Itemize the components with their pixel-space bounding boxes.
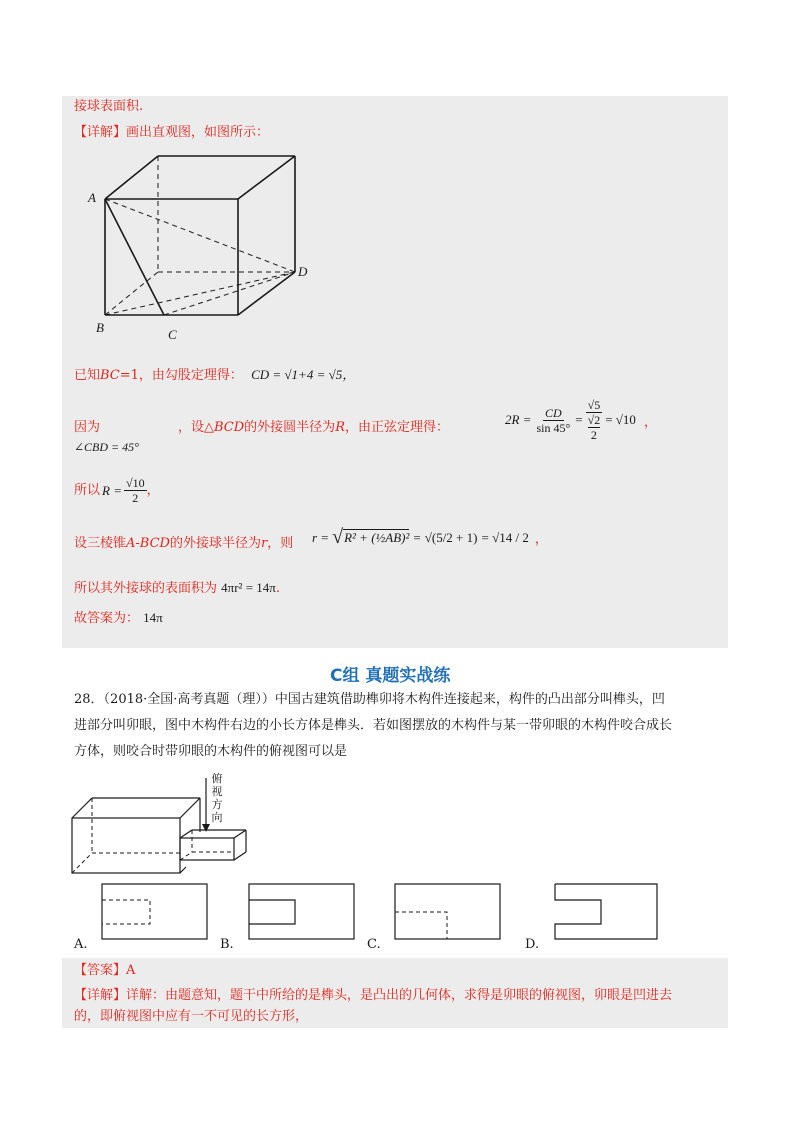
so-r-line (74, 476, 160, 505)
option-b-figure (247, 882, 357, 942)
area-line: 所以其外接球的表面积为 4πr² = 14π. (74, 580, 280, 596)
answer-detail-text1: 详解：由题意知，题干中所给的是榫头，是凸出的几何体，求得是卯眼的俯视图，卯眼是凹进去 (126, 988, 673, 1003)
root10-num: √10 (125, 476, 145, 490)
r-rhs: = √14 / 2 (481, 529, 529, 545)
cd-formula: CD = √1+4 = √5， (251, 367, 356, 382)
answer-tag-line (74, 962, 135, 980)
answer-detail-tag: 【详解】 (74, 988, 127, 1003)
cd-over-sin (534, 406, 572, 435)
because-label: 因为 (74, 420, 101, 435)
area-formula: 4πr² = 14π (221, 580, 276, 595)
comma3: ， (534, 531, 548, 546)
angle-cbd: ∠CBD = 45° (74, 440, 139, 454)
r-formula (312, 526, 548, 549)
answer-line (74, 609, 163, 628)
answer-prefix: 故答案为： (74, 611, 140, 626)
two-den: 2 (590, 428, 597, 442)
answer-value: 14π (143, 610, 163, 625)
answer-value-letter: A (126, 963, 136, 978)
sine-formula (505, 398, 657, 442)
cube-diagram (80, 148, 320, 348)
answer-detail-line1 (74, 987, 672, 1005)
r-mid: = (413, 529, 421, 545)
root2: √2 (587, 413, 601, 427)
circum-text: 的外接圆半径为 (244, 420, 336, 435)
known-prefix: 已知 (74, 368, 101, 383)
option-c-label[interactable]: C. (367, 937, 381, 952)
two-r: 2R = (505, 412, 532, 427)
root10-over-2 (124, 476, 147, 505)
so-r-eq: R = (102, 482, 122, 498)
section-title: C组 真题实战练 (330, 666, 451, 686)
answer-tag: 【答案】 (74, 963, 127, 978)
label-A: A (88, 190, 96, 205)
option-d-figure (553, 882, 663, 942)
root5-over-root2-2 (586, 398, 603, 442)
view-dir-1: 视 (211, 785, 223, 798)
pyramid-mid: 的外接球半径为 (169, 536, 261, 551)
label-D: D (298, 264, 308, 279)
root5-num: √5 (587, 398, 601, 412)
question-line1: 28．（2018·全国·高考真题（理））中国古建筑借助榫卯将木构件连接起来，构件的凸出部分叫榫头，凹 (74, 692, 665, 707)
label-C: C (168, 327, 177, 342)
known-bc: BC (100, 368, 120, 383)
option-a-figure (100, 882, 210, 942)
label-B: B (96, 320, 104, 335)
R-var: R (335, 420, 345, 435)
radical-sign-1: √ (332, 526, 344, 548)
circum-line (178, 419, 449, 437)
question-line3: 方体，则咬合时带卯眼的木构件的俯视图可以是 (74, 744, 348, 759)
view-dir-2: 方 (211, 798, 223, 811)
two-den-2: 2 (132, 491, 139, 505)
option-c-figure (393, 882, 503, 942)
question-line2: 进部分叫卯眼，图中木构件右边的小长方体是榫头．若如图摆放的木构件与某一带卯眼的木构件咬合成长 (74, 718, 673, 733)
eq-root10: = √10 (605, 412, 636, 427)
pyramid-prefix: 设三棱锥 (74, 536, 127, 551)
option-d-label[interactable]: D. (525, 937, 540, 952)
known-eq: =1，由勾股定理得： (119, 368, 243, 383)
known-line (74, 366, 355, 385)
r-var: r (260, 536, 268, 551)
answer-detail-line2: 的，即俯视图中应有一不可见的长方形， (74, 1009, 309, 1024)
bcd: BCD (214, 420, 245, 435)
root2-den (586, 413, 603, 442)
abcd: A-BCD (126, 536, 170, 551)
view-dir-3: 向 (211, 811, 223, 824)
comma2: ， (146, 482, 160, 498)
sin-den: sin 45° (536, 420, 571, 435)
set-circum: ，设△ (178, 420, 214, 435)
view-dir-0: 俯 (211, 772, 223, 785)
option-b-label[interactable]: B. (220, 937, 234, 952)
solution-line1: 接球表面积. (74, 99, 144, 114)
detail-text: 画出直观图，如图所示： (126, 125, 270, 140)
r-lhs: r = (312, 529, 330, 545)
eq-sign: = (575, 412, 583, 427)
area-prefix: 所以其外接球的表面积为 (74, 581, 218, 596)
sine-law: ，由正弦定理得： (344, 420, 449, 435)
mortise-tenon-figure (68, 770, 268, 880)
view-direction-label (210, 772, 224, 824)
detail-tag: 【详解】 (74, 125, 127, 140)
so-r-prefix: 所以 (74, 482, 101, 498)
r-inner: R² + (½AB)² (344, 530, 410, 545)
cd-num: CD (545, 405, 562, 420)
solution-detail-line (74, 124, 269, 142)
pyramid-line (74, 535, 293, 553)
comma1: ， (643, 413, 657, 429)
option-a-label[interactable]: A. (74, 937, 88, 952)
pyramid-then: ，则 (267, 536, 294, 551)
r-mid2: √(5/2 + 1) (424, 529, 478, 545)
